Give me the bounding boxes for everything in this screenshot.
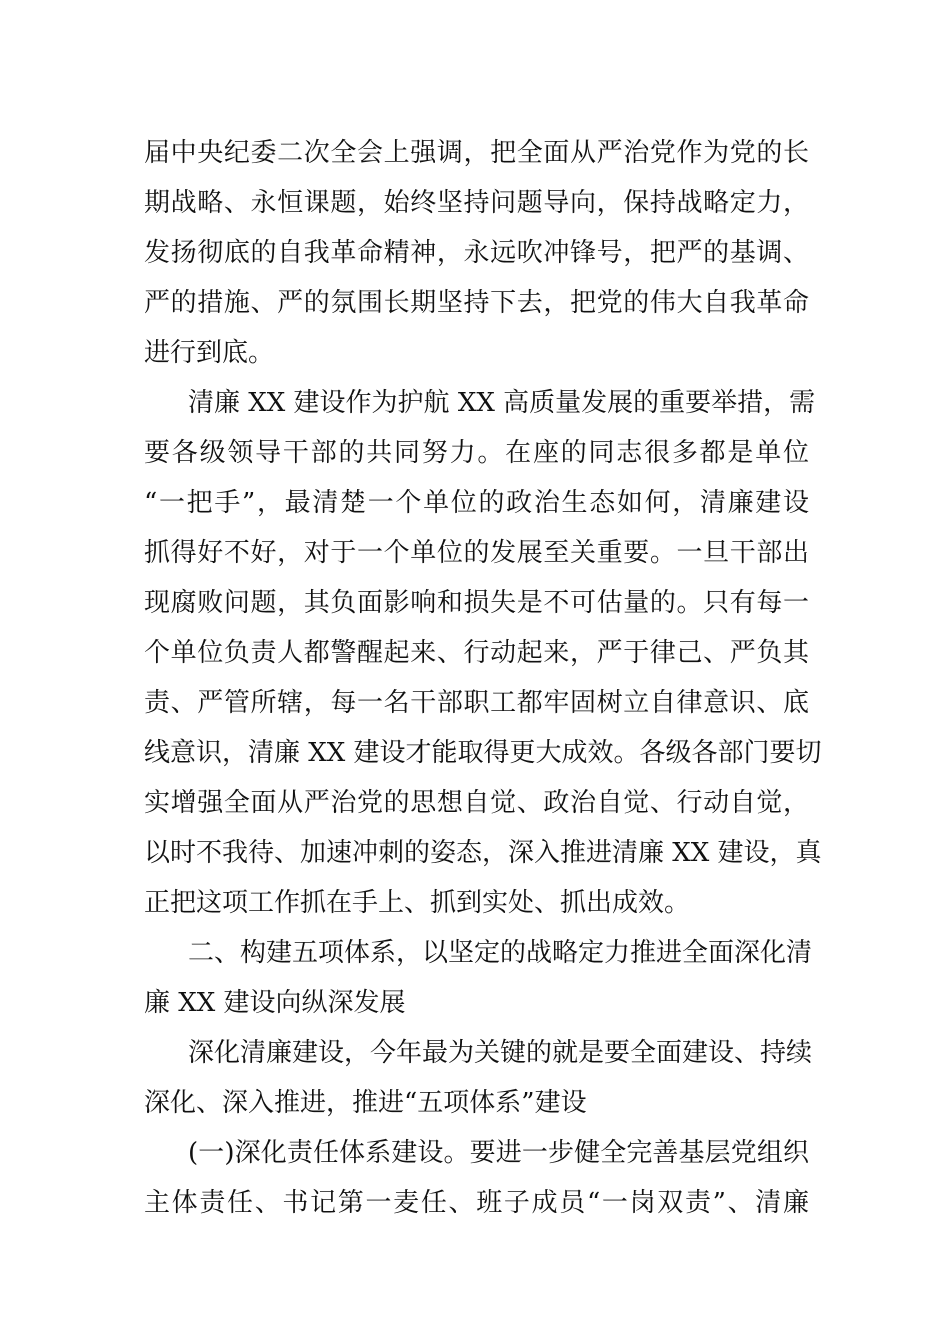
- text-line: 二、构建五项体系，以坚定的战略定力推进全面深化清: [188, 938, 813, 968]
- text-line: 以时不我待、加速冲刺的姿态，深入推进清廉 XX 建设，真: [144, 838, 822, 868]
- text-line: 发扬彻底的自我革命精神，永远吹冲锋号，把严的基调、: [144, 238, 809, 268]
- paragraph-3: [144, 1028, 813, 1128]
- text-line: 廉 XX 建设向纵深发展: [144, 988, 406, 1018]
- text-line: 实增强全面从严治党的思想自觉、政治自觉、行动自觉，: [144, 788, 809, 818]
- text-line: 清廉 XX 建设作为护航 XX 高质量发展的重要举措，需: [188, 388, 816, 418]
- text-line: “一把手”，最清楚一个单位的政治生态如何，清廉建设: [144, 488, 809, 518]
- text-line: 届中央纪委二次全会上强调，把全面从严治党作为党的长: [144, 138, 809, 168]
- text-line: (一)深化责任体系建设。要进一步健全完善基层党组织: [188, 1138, 809, 1168]
- paragraph-2: [144, 378, 822, 928]
- text-line: 正把这项工作抓在手上、抓到实处、抓出成效。: [144, 888, 691, 918]
- text-line: 期战略、永恒课题，始终坚持问题导向，保持战略定力，: [144, 188, 809, 218]
- section-heading-2: [144, 928, 813, 1028]
- document-body: [144, 128, 822, 1228]
- text-line: 严的措施、严的氛围长期坚持下去，把党的伟大自我革命: [144, 288, 809, 318]
- paragraph-4: [144, 1128, 809, 1228]
- text-line: 深化清廉建设，今年最为关键的就是要全面建设、持续: [188, 1038, 813, 1068]
- text-line: 个单位负责人都警醒起来、行动起来，严于律己、严负其: [144, 638, 809, 668]
- text-line: 线意识，清廉 XX 建设才能取得更大成效。各级各部门要切: [144, 738, 822, 768]
- text-line: 抓得好不好，对于一个单位的发展至关重要。一旦干部出: [144, 538, 809, 568]
- paragraph-1: [144, 128, 809, 378]
- text-line: 责、严管所辖，每一名干部职工都牢固树立自律意识、底: [144, 688, 809, 718]
- text-line: 现腐败问题，其负面影响和损失是不可估量的。只有每一: [144, 588, 809, 618]
- text-line: 深化、深入推进，推进“五项体系”建设: [144, 1088, 587, 1118]
- text-line: 要各级领导干部的共同努力。在座的同志很多都是单位: [144, 438, 809, 468]
- text-line: 进行到底。: [144, 338, 275, 368]
- text-line: 主体责任、书记第一麦任、班子成员“一岗双责”、清廉: [144, 1188, 809, 1218]
